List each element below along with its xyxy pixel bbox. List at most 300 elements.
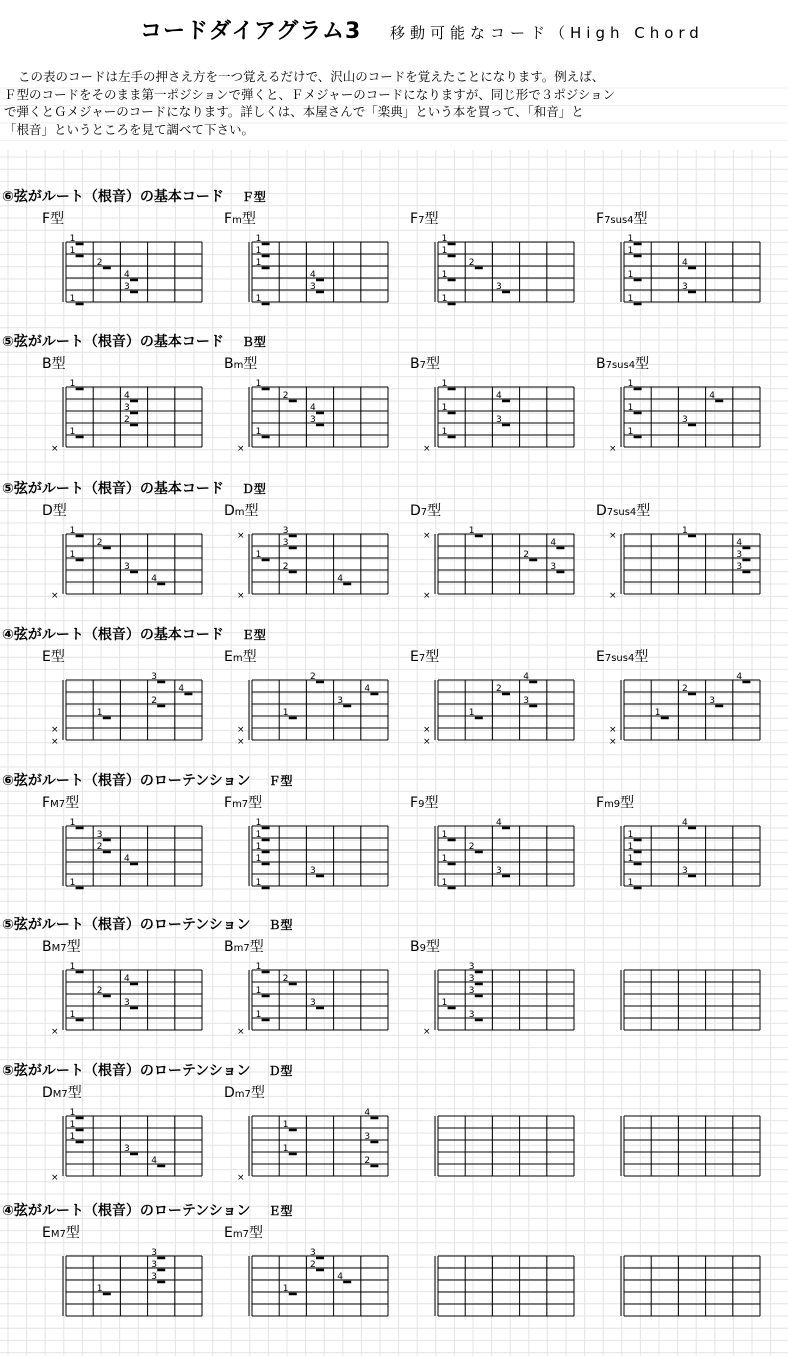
chord-diagram <box>63 1248 202 1316</box>
finger-number: 2 <box>496 684 502 694</box>
finger-number: 1 <box>255 986 262 996</box>
intro-line: で弾くとＧメジャーのコードになります。詳しくは、本屋さんで「楽典」という本を買って、「和音」と <box>4 104 584 119</box>
chord-name <box>596 792 634 812</box>
finger-number: 3 <box>337 696 343 706</box>
chord-quality: M7 <box>50 799 66 810</box>
finger-number: 1 <box>69 818 76 828</box>
muted-string-mark: × <box>51 1173 59 1183</box>
finger-number: 3 <box>682 415 688 425</box>
chord-root: B <box>410 356 420 372</box>
finger-number: 1 <box>441 234 448 244</box>
muted-string-mark: × <box>423 444 431 454</box>
finger-number: 3 <box>736 550 743 560</box>
chord-quality: 7 <box>420 507 428 518</box>
finger-number: 1 <box>255 878 262 888</box>
finger-number: 3 <box>124 998 130 1008</box>
muted-string-mark: × <box>51 1027 59 1037</box>
muted-string-mark: × <box>51 737 59 747</box>
section-title: ⑥弦がルート（根音）の基本コード <box>2 189 224 205</box>
finger-number: 1 <box>682 526 688 536</box>
chord-name <box>42 792 79 812</box>
finger-number: 1 <box>255 830 262 840</box>
section-shape-type: Ｆ型 <box>241 190 266 204</box>
chord-root: D <box>42 503 53 519</box>
chord-quality: m7 <box>232 799 249 810</box>
chord-name <box>42 936 81 956</box>
finger-number: 4 <box>178 684 185 694</box>
finger-number: 1 <box>255 842 262 852</box>
finger-number: 4 <box>682 818 688 828</box>
chord-diagram <box>423 379 574 454</box>
section-title: ⑤弦がルート（根音）のローテンション <box>2 1063 251 1079</box>
finger-number: 1 <box>441 830 448 840</box>
finger-number: 3 <box>709 696 715 706</box>
finger-number: 4 <box>310 403 316 413</box>
chord-diagram <box>621 1256 760 1316</box>
finger-number: 3 <box>151 1248 157 1258</box>
finger-number: 1 <box>627 878 634 888</box>
muted-string-mark: × <box>237 1027 245 1037</box>
chord-shape-suffix: 型 <box>65 1225 80 1241</box>
chord-root: B <box>596 356 606 372</box>
intro-line: 「根音」というところを見て調べて下さい。 <box>4 121 255 137</box>
finger-number: 2 <box>523 550 529 560</box>
finger-number: 2 <box>468 258 475 268</box>
chord-shape-suffix: 型 <box>243 356 258 372</box>
chord-root: F <box>410 211 419 227</box>
section-heading <box>2 186 266 206</box>
finger-number: 2 <box>364 1156 371 1166</box>
finger-number: 1 <box>627 246 634 256</box>
chord-root: D <box>596 503 607 519</box>
finger-number: 4 <box>496 818 502 828</box>
finger-number: 3 <box>310 998 316 1008</box>
chord-diagram <box>237 379 388 454</box>
chord-shape-suffix: 型 <box>635 356 650 372</box>
muted-string-mark: × <box>609 444 617 454</box>
finger-number: 1 <box>627 403 634 413</box>
chord-diagram <box>621 970 760 1030</box>
chord-quality: 9 <box>419 943 426 954</box>
chord-shape-suffix: 型 <box>248 795 263 811</box>
muted-string-mark: × <box>237 444 245 454</box>
finger-number: 3 <box>151 1272 157 1282</box>
section-shape-type: Ｂ型 <box>241 335 266 349</box>
finger-number: 3 <box>496 282 502 292</box>
chord-name <box>410 936 440 956</box>
chord-name <box>596 500 650 520</box>
finger-number: 2 <box>151 696 157 706</box>
finger-number: 3 <box>310 415 316 425</box>
chord-shape-suffix: 型 <box>633 211 648 227</box>
finger-number: 3 <box>468 1010 475 1020</box>
finger-number: 3 <box>282 526 289 536</box>
finger-number: 2 <box>96 538 103 548</box>
finger-number: 3 <box>124 1144 130 1154</box>
chord-quality: 7sus4 <box>604 653 635 664</box>
chord-quality: 7sus4 <box>605 360 636 371</box>
chord-diagram <box>435 1116 574 1176</box>
finger-number: 1 <box>282 1284 289 1294</box>
section-heading <box>2 331 266 351</box>
finger-number: 1 <box>255 294 262 304</box>
chord-diagram <box>249 234 388 304</box>
finger-number: 1 <box>654 708 661 718</box>
finger-number: 1 <box>69 1010 76 1020</box>
finger-number: 1 <box>627 379 634 389</box>
finger-number: 3 <box>468 962 475 972</box>
chord-root: D <box>224 503 235 519</box>
chord-shape-suffix: 型 <box>51 356 66 372</box>
chord-diagram <box>621 1116 760 1176</box>
chord-diagram <box>609 526 760 601</box>
section-heading <box>2 1200 293 1220</box>
section-heading <box>2 478 266 498</box>
chord-quality: m <box>232 653 243 664</box>
finger-number: 1 <box>69 246 76 256</box>
chord-shape-suffix: 型 <box>242 649 257 665</box>
finger-number: 1 <box>69 427 76 437</box>
section-heading <box>2 770 293 790</box>
finger-number: 3 <box>124 282 130 292</box>
finger-number: 1 <box>282 708 289 718</box>
intro-text <box>4 68 774 138</box>
chord-quality: 7sus4 <box>606 507 637 518</box>
section-title: ⑤弦がルート（根音）の基本コード <box>2 481 224 497</box>
chord-root: B <box>42 356 52 372</box>
finger-number: 4 <box>523 672 529 682</box>
chord-root: D <box>42 1085 53 1101</box>
chord-root: F <box>224 795 233 811</box>
finger-number: 4 <box>709 391 715 401</box>
finger-number: 4 <box>124 854 130 864</box>
chord-root: D <box>410 503 421 519</box>
finger-number: 3 <box>682 866 688 876</box>
muted-string-mark: × <box>237 1173 245 1183</box>
muted-string-mark: × <box>237 531 245 541</box>
finger-number: 3 <box>682 282 688 292</box>
finger-number: 1 <box>255 962 262 972</box>
finger-number: 1 <box>627 270 634 280</box>
finger-number: 1 <box>255 854 262 864</box>
chord-name <box>410 353 440 373</box>
finger-number: 4 <box>151 1156 157 1166</box>
finger-number: 1 <box>441 294 448 304</box>
finger-number: 1 <box>96 1284 103 1294</box>
chord-diagram <box>435 234 574 304</box>
finger-number: 1 <box>69 1108 76 1118</box>
finger-number: 4 <box>337 574 343 584</box>
chord-root: B <box>410 939 420 955</box>
finger-number: 1 <box>441 854 448 864</box>
chord-root: B <box>224 939 234 955</box>
finger-number: 1 <box>627 234 634 244</box>
section-heading <box>2 624 266 644</box>
muted-string-mark: × <box>423 1027 431 1037</box>
section-heading <box>2 914 293 934</box>
chord-diagram <box>237 962 388 1037</box>
finger-number: 1 <box>441 998 448 1008</box>
chord-diagram <box>249 1248 388 1316</box>
muted-string-mark: × <box>237 725 245 735</box>
chord-quality: M7 <box>51 943 67 954</box>
finger-number: 1 <box>282 1144 289 1154</box>
finger-number: 1 <box>255 818 262 828</box>
finger-number: 1 <box>69 1120 76 1130</box>
chord-shape-suffix: 型 <box>65 795 80 811</box>
finger-number: 1 <box>69 962 76 972</box>
finger-number: 3 <box>468 986 475 996</box>
chord-name <box>224 353 257 373</box>
chord-shape-suffix: 型 <box>636 503 651 519</box>
intro-line: この表のコードは左手の押さえ方を一つ覚えるだけで、沢山のコードを覚えたことになります。例えば、 <box>18 69 605 84</box>
chord-quality: 7 <box>419 360 426 371</box>
chord-shape-suffix: 型 <box>50 211 65 227</box>
chord-root: F <box>42 795 51 811</box>
chord-quality: m7 <box>232 1229 249 1240</box>
chord-diagram <box>237 672 388 747</box>
muted-string-mark: × <box>423 591 431 601</box>
section-title: ⑤弦がルート（根音）のローテンション <box>2 917 251 933</box>
chord-diagram <box>609 379 760 454</box>
chord-diagram <box>423 962 574 1037</box>
chord-quality: 7 <box>418 215 425 226</box>
finger-number: 4 <box>736 538 743 548</box>
finger-number: 2 <box>96 842 103 852</box>
chord-shape-suffix: 型 <box>241 211 256 227</box>
section-shape-type: Ｆ型 <box>268 774 293 788</box>
chord-name <box>224 1222 263 1242</box>
finger-number: 4 <box>736 672 743 682</box>
finger-number: 3 <box>550 562 557 572</box>
finger-number: 2 <box>310 1260 316 1270</box>
finger-number: 2 <box>310 672 316 682</box>
chord-root: E <box>410 649 419 665</box>
chord-quality: m7 <box>233 943 250 954</box>
chord-root: F <box>42 211 51 227</box>
finger-number: 3 <box>310 866 316 876</box>
chord-shape-suffix: 型 <box>425 939 440 955</box>
chord-diagram <box>237 526 388 601</box>
finger-number: 1 <box>255 258 262 268</box>
section-title: ⑥弦がルート（根音）のローテンション <box>2 773 251 789</box>
chord-name <box>224 1082 265 1102</box>
finger-number: 3 <box>310 1248 316 1258</box>
chord-shape-suffix: 型 <box>425 356 440 372</box>
chord-name <box>42 208 64 228</box>
chord-name <box>42 353 66 373</box>
muted-string-mark: × <box>237 591 245 601</box>
finger-number: 1 <box>69 379 76 389</box>
chord-root: E <box>42 1225 51 1241</box>
muted-string-mark: × <box>51 725 59 735</box>
chord-quality: 9 <box>418 799 425 810</box>
finger-number: 1 <box>69 234 76 244</box>
chord-shape-suffix: 型 <box>249 939 264 955</box>
finger-number: 3 <box>96 830 103 840</box>
muted-string-mark: × <box>51 444 59 454</box>
intro-line: Ｆ型のコードをそのまま第一ポジションで弾くと、Ｆメジャーのコードになりますが、同じ形で３ポジション <box>4 86 616 102</box>
finger-number: 1 <box>627 854 634 864</box>
chord-shape-suffix: 型 <box>425 649 440 665</box>
finger-number: 1 <box>627 830 634 840</box>
section-heading <box>2 1060 293 1080</box>
chord-shape-suffix: 型 <box>427 503 442 519</box>
finger-number: 1 <box>255 379 262 389</box>
section-shape-type: Ｂ型 <box>268 918 293 932</box>
finger-number: 4 <box>682 258 688 268</box>
finger-number: 1 <box>69 1132 76 1142</box>
muted-string-mark: × <box>423 725 431 735</box>
finger-number: 1 <box>255 246 262 256</box>
finger-number: 3 <box>151 672 157 682</box>
chord-shape-suffix: 型 <box>67 1085 82 1101</box>
chord-root: F <box>596 211 605 227</box>
chord-shape-suffix: 型 <box>244 503 259 519</box>
finger-number: 1 <box>468 708 475 718</box>
chord-root: E <box>596 649 605 665</box>
chord-diagram <box>609 672 760 747</box>
finger-number: 1 <box>255 427 262 437</box>
finger-number: 1 <box>441 270 448 280</box>
chord-quality: m <box>234 507 245 518</box>
chord-name <box>42 500 67 520</box>
section-shape-type: Ｄ型 <box>241 482 266 496</box>
chord-name <box>596 353 649 373</box>
chord-shape-suffix: 型 <box>66 939 81 955</box>
finger-number: 1 <box>282 1120 289 1130</box>
chord-shape-suffix: 型 <box>424 211 439 227</box>
chord-name <box>410 500 441 520</box>
chord-name <box>224 208 256 228</box>
finger-number: 3 <box>468 974 475 984</box>
chord-diagram <box>51 672 202 747</box>
finger-number: 2 <box>282 391 289 401</box>
finger-number: 3 <box>310 282 316 292</box>
finger-number: 1 <box>69 294 76 304</box>
chord-diagram <box>621 234 760 304</box>
chord-shape-suffix: 型 <box>620 795 635 811</box>
chord-name <box>42 1222 80 1242</box>
section-title: ⑤弦がルート（根音）の基本コード <box>2 334 224 350</box>
chord-diagram <box>63 234 202 304</box>
finger-number: 2 <box>682 684 688 694</box>
section-shape-type: Ｄ型 <box>268 1064 293 1078</box>
muted-string-mark: × <box>609 737 617 747</box>
section-title: ④弦がルート（根音）のローテンション <box>2 1203 251 1219</box>
chord-shape-suffix: 型 <box>250 1085 265 1101</box>
chord-shape-suffix: 型 <box>52 503 67 519</box>
chord-name <box>224 936 264 956</box>
chord-name <box>596 208 648 228</box>
finger-number: 1 <box>255 550 262 560</box>
finger-number: 4 <box>364 1108 371 1118</box>
chord-quality: 7 <box>418 653 426 664</box>
section-shape-type: Ｅ型 <box>268 1204 293 1218</box>
chord-quality: M7 <box>52 1089 68 1100</box>
finger-number: 3 <box>523 696 529 706</box>
chord-name <box>410 208 438 228</box>
chord-diagram <box>51 962 202 1037</box>
page-title: コードダイアグラム3 <box>140 19 362 44</box>
chord-quality: m <box>233 360 244 371</box>
finger-number: 4 <box>310 270 316 280</box>
finger-number: 1 <box>627 427 634 437</box>
chord-root: E <box>224 1225 233 1241</box>
chord-name <box>410 792 438 812</box>
finger-number: 4 <box>550 538 557 548</box>
finger-number: 3 <box>496 415 502 425</box>
finger-number: 4 <box>124 391 130 401</box>
finger-number: 1 <box>441 427 448 437</box>
chord-diagram <box>423 526 574 601</box>
chord-quality: m9 <box>604 799 621 810</box>
finger-number: 2 <box>96 986 103 996</box>
finger-number: 4 <box>151 574 157 584</box>
page-subtitle: 移動可能なコード（High Chord <box>390 24 704 42</box>
chord-root: F <box>596 795 605 811</box>
chord-shape-suffix: 型 <box>634 649 649 665</box>
chord-quality: 7sus4 <box>604 215 634 226</box>
finger-number: 4 <box>124 974 130 984</box>
finger-number: 2 <box>282 974 289 984</box>
finger-number: 1 <box>627 842 634 852</box>
finger-number: 3 <box>124 403 130 413</box>
finger-number: 3 <box>282 538 289 548</box>
chord-root: E <box>42 649 51 665</box>
finger-number: 4 <box>337 1272 343 1282</box>
finger-number: 1 <box>441 878 448 888</box>
finger-number: 1 <box>69 878 76 888</box>
chord-diagram <box>423 672 574 747</box>
chord-quality: m <box>232 215 242 226</box>
section-shape-type: Ｅ型 <box>241 628 266 642</box>
chord-root: B <box>224 356 234 372</box>
finger-number: 1 <box>441 403 448 413</box>
chord-name <box>224 500 259 520</box>
finger-number: 2 <box>96 258 103 268</box>
finger-number: 4 <box>124 270 130 280</box>
finger-number: 1 <box>255 1010 262 1020</box>
section-title: ④弦がルート（根音）の基本コード <box>2 627 224 643</box>
muted-string-mark: × <box>237 737 245 747</box>
finger-number: 4 <box>364 684 371 694</box>
chord-quality: m7 <box>234 1089 251 1100</box>
chord-shape-suffix: 型 <box>50 649 65 665</box>
chord-diagram <box>51 526 202 601</box>
finger-number: 1 <box>255 234 262 244</box>
muted-string-mark: × <box>609 591 617 601</box>
chord-name <box>224 792 262 812</box>
chord-name <box>224 646 257 666</box>
finger-number: 1 <box>69 526 76 536</box>
finger-number: 1 <box>441 246 448 256</box>
chord-name <box>410 646 439 666</box>
finger-number: 1 <box>69 550 76 560</box>
muted-string-mark: × <box>423 531 431 541</box>
chord-diagram <box>51 379 202 454</box>
chord-root: F <box>410 795 419 811</box>
chord-diagram <box>435 1256 574 1316</box>
finger-number: 1 <box>441 379 448 389</box>
finger-number: 1 <box>96 708 103 718</box>
finger-number: 3 <box>364 1132 371 1142</box>
chord-root: D <box>224 1085 235 1101</box>
muted-string-mark: × <box>609 531 617 541</box>
finger-number: 3 <box>151 1260 157 1270</box>
finger-number: 2 <box>124 415 130 425</box>
finger-number: 2 <box>468 842 475 852</box>
